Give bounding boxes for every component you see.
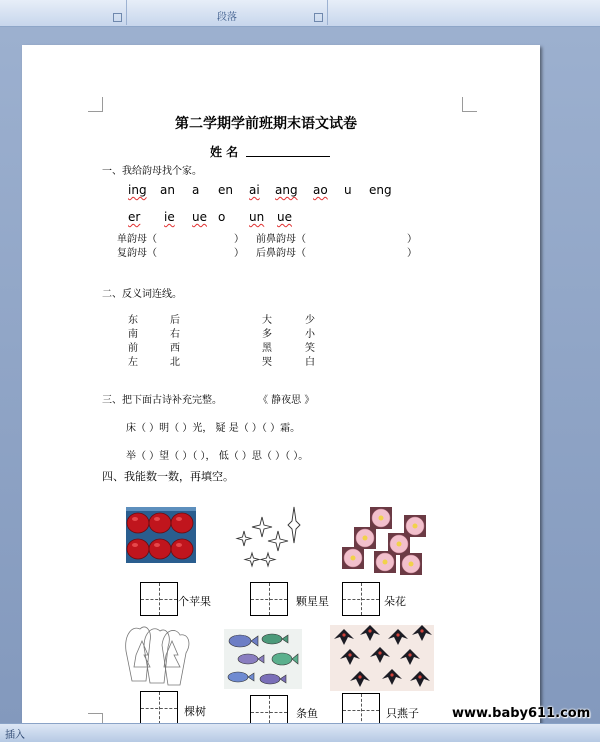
answer-box[interactable] xyxy=(342,582,380,616)
word-left-b: 后 xyxy=(170,315,180,326)
pinyin-ue: ue xyxy=(192,210,207,224)
dialog-launcher-icon[interactable] xyxy=(113,13,122,22)
section4-heading: 四、我能数一数，再填空。 xyxy=(102,470,234,483)
front-nasal-label: 前鼻韵母（ xyxy=(256,234,306,245)
word-left-b: 西 xyxy=(170,343,180,354)
poem-line-1: 床（ ）明（ ）光， 疑 是（ ）（ ）霜。 xyxy=(126,423,301,434)
compound-vowel-label: 复韵母（ xyxy=(117,248,157,259)
pinyin-en: en xyxy=(218,183,233,197)
stars-image xyxy=(232,503,304,569)
word-right-a: 黑 xyxy=(262,343,272,354)
back-nasal-label: 后鼻韵母（ xyxy=(256,248,306,259)
document-page[interactable] xyxy=(22,45,540,735)
answer-box[interactable] xyxy=(140,691,178,725)
word-left-b: 北 xyxy=(170,357,180,368)
apples-label: 个苹果 xyxy=(178,595,211,608)
pinyin-o: o xyxy=(218,210,226,224)
insert-mode-indicator[interactable]: 插入 xyxy=(5,730,25,741)
name-blank-line[interactable] xyxy=(246,156,330,157)
pinyin-er: er xyxy=(128,210,141,224)
word-right-a: 哭 xyxy=(262,357,272,368)
site-watermark: www.baby611.com xyxy=(452,706,591,721)
word-left-b: 右 xyxy=(170,329,180,340)
word-left-a: 左 xyxy=(128,357,138,368)
pinyin-a: a xyxy=(192,183,200,197)
answer-box[interactable] xyxy=(342,693,380,727)
section3-heading: 三、把下面古诗补充完整。 xyxy=(102,395,222,406)
close-paren: ） xyxy=(234,248,244,259)
single-vowel-label: 单韵母（ xyxy=(117,234,157,245)
dialog-launcher-icon[interactable] xyxy=(314,13,323,22)
section2-heading: 二、反义词连线。 xyxy=(102,289,182,300)
poem-title: 《 静夜思 》 xyxy=(258,395,315,406)
close-paren: ） xyxy=(407,234,417,245)
margin-corner-mark xyxy=(88,97,103,112)
stars-label: 颗星星 xyxy=(296,595,329,608)
name-label: 姓 名 xyxy=(210,145,239,159)
word-right-b: 小 xyxy=(305,329,315,340)
ribbon-group-paragraph xyxy=(127,0,328,25)
close-paren: ） xyxy=(234,234,244,245)
swallows-image xyxy=(330,625,434,691)
fish-image xyxy=(224,629,302,689)
pinyin-ai: ai xyxy=(249,183,260,197)
margin-corner-mark xyxy=(462,97,477,112)
flowers-image xyxy=(334,507,432,579)
flowers-label: 朵花 xyxy=(384,595,406,608)
close-paren: ） xyxy=(407,248,417,259)
apples-image xyxy=(126,507,196,563)
document-canvas[interactable] xyxy=(0,27,600,723)
ribbon-group-font xyxy=(0,0,127,25)
word-left-a: 南 xyxy=(128,329,138,340)
pinyin-ing: ing xyxy=(128,183,147,197)
word-left-a: 前 xyxy=(128,343,138,354)
fish-label: 条鱼 xyxy=(296,707,318,720)
ribbon-group-label: 段落 xyxy=(217,12,237,23)
trees-label: 棵树 xyxy=(184,705,206,718)
poem-line-2: 举（ ）望（ ）（ ）， 低（ ）思（ ）（ ）。 xyxy=(126,451,309,462)
word-right-b: 白 xyxy=(305,357,315,368)
pinyin-eng: eng xyxy=(369,183,392,197)
section1-heading: 一、我给韵母找个家。 xyxy=(102,166,202,177)
pinyin-u: u xyxy=(344,183,352,197)
word-right-b: 笑 xyxy=(305,343,315,354)
answer-box[interactable] xyxy=(140,582,178,616)
word-right-b: 少 xyxy=(305,315,315,326)
pinyin-un: un xyxy=(249,210,265,224)
pinyin-ang: ang xyxy=(275,183,298,197)
pinyin-an: an xyxy=(160,183,175,197)
status-bar xyxy=(0,723,600,742)
word-right-a: 多 xyxy=(262,329,272,340)
pinyin-ao: ao xyxy=(313,183,328,197)
trees-image xyxy=(122,621,196,687)
word-left-a: 东 xyxy=(128,315,138,326)
page-title: 第二学期学前班期末语文试卷 xyxy=(175,116,357,132)
answer-box[interactable] xyxy=(250,582,288,616)
pinyin-ue-2: ue xyxy=(277,210,292,224)
ribbon xyxy=(0,0,600,27)
word-right-a: 大 xyxy=(262,315,272,326)
pinyin-ie: ie xyxy=(164,210,175,224)
swallows-label: 只燕子 xyxy=(386,707,419,720)
